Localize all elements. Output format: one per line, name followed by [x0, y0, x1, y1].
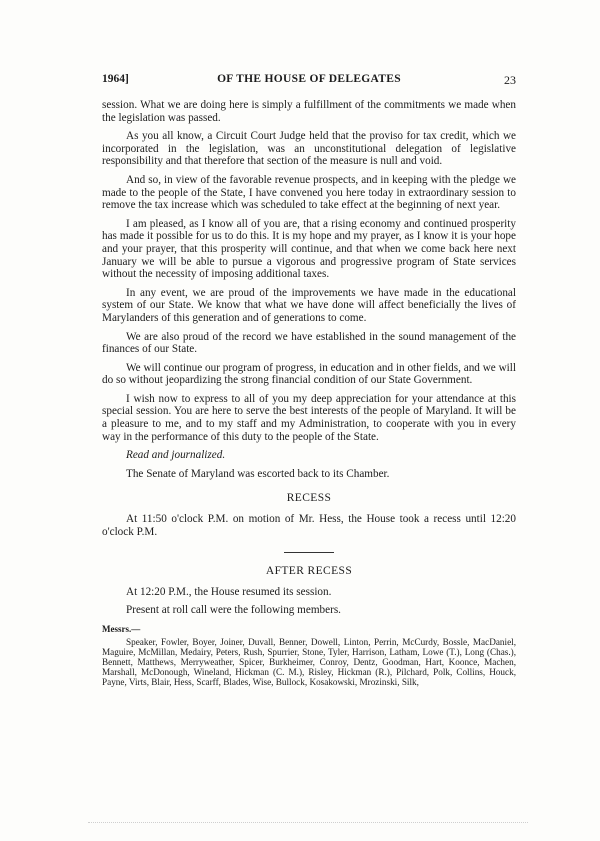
- paragraph: I wish now to express to all of you my deep appreciation for your attendance at this special session. You are here to serve the best interests of the people of Maryland. It will be a pleasure to me, and to my staff and my Administration, to cooperate with you in every way in the performance of this duty to the people of the State.: [102, 392, 516, 443]
- paragraph: As you all know, a Circuit Court Judge held that the proviso for tax credit, which we incorporated in the legislation, was an unconstitutional delegation of legislative responsibility and that therefore that section of the measure is null and void.: [102, 130, 516, 168]
- resumed-text: At 12:20 P.M., the House resumed its session.: [126, 585, 332, 598]
- paragraph: In any event, we are proud of the improvements we have made in the educational system of our State. We know that what we have done will affect beneficially the lives of Marylanders of this generation and of generations to come.: [102, 286, 516, 324]
- paragraph: I am pleased, as I know all of you are, that a rising economy and continued prosperity has made it possible for us to do this. It is my hope and my prayer, as I know it is your hope and your prayer, that this prosperity will continue, and that when we come back here next January we will be able to pursue a vigorous and progressive program of State services without the necessity of imposing additional taxes.: [102, 217, 516, 281]
- header-year: 1964]: [102, 73, 129, 85]
- paragraph: session. What we are doing here is simply a fulfillment of the commitments we made when the legislation was passed.: [102, 99, 516, 124]
- section-divider: [284, 552, 334, 553]
- paragraph: We will continue our program of progress, in education and in other fields, and we will do so without jeopardizing the strong financial condition of our State Government.: [102, 361, 516, 387]
- header-title: OF THE HOUSE OF DELEGATES: [217, 73, 401, 85]
- page-header: [102, 73, 516, 89]
- paragraph: And so, in view of the favorable revenue prospects, and in keeping with the pledge we made to the people of the State, I have convened you here today in extraordinary session to remove the tax increase which was scheduled to take effect at the beginning of next year.: [102, 173, 516, 212]
- page-number: 23: [504, 73, 516, 87]
- members-list: Speaker, Fowler, Boyer, Joiner, Duvall, Benner, Dowell, Linton, Perrin, McCurdy, Bossle, MacDaniel, Maguire, McMillan, Medairy, Peters, Rush, Spurrier, Stone, Tyler, Harrison, Latham, Lowe (T.), Long (Chas.), Bennett, Matthews, Merryweather, Spicer, Burkheimer, Conroy, Dentz, Goodman, Hart, Koonce, Machen, Marshall, McDonough, Wineland, Hickman (C. M.), Risley, Hickman (R.), Pilchard, Polk, Collins, Houck, Payne, Virts, Blair, Hess, Scarff, Blades, Wise, Bullock, Kosakowski, Mrozinski, Silk,: [102, 636, 516, 688]
- recess-heading: RECESS: [286, 492, 332, 505]
- recess-text: At 11:50 o'clock P.M. on motion of Mr. Hess, the House took a recess until 12:20 o'clock P.M.: [102, 513, 516, 538]
- scan-artifact: [88, 822, 528, 825]
- after-recess-heading: AFTER RECESS: [265, 565, 353, 578]
- page-body: [102, 99, 516, 694]
- paragraph: We are also proud of the record we have established in the sound management of the finances of our State.: [102, 330, 516, 356]
- read-journalized: Read and journalized.: [126, 449, 226, 462]
- senate-escorted: The Senate of Maryland was escorted back to its Chamber.: [126, 467, 390, 480]
- messrs-label: Messrs.—: [102, 624, 141, 634]
- roll-call-text: Present at roll call were the following members.: [126, 604, 341, 617]
